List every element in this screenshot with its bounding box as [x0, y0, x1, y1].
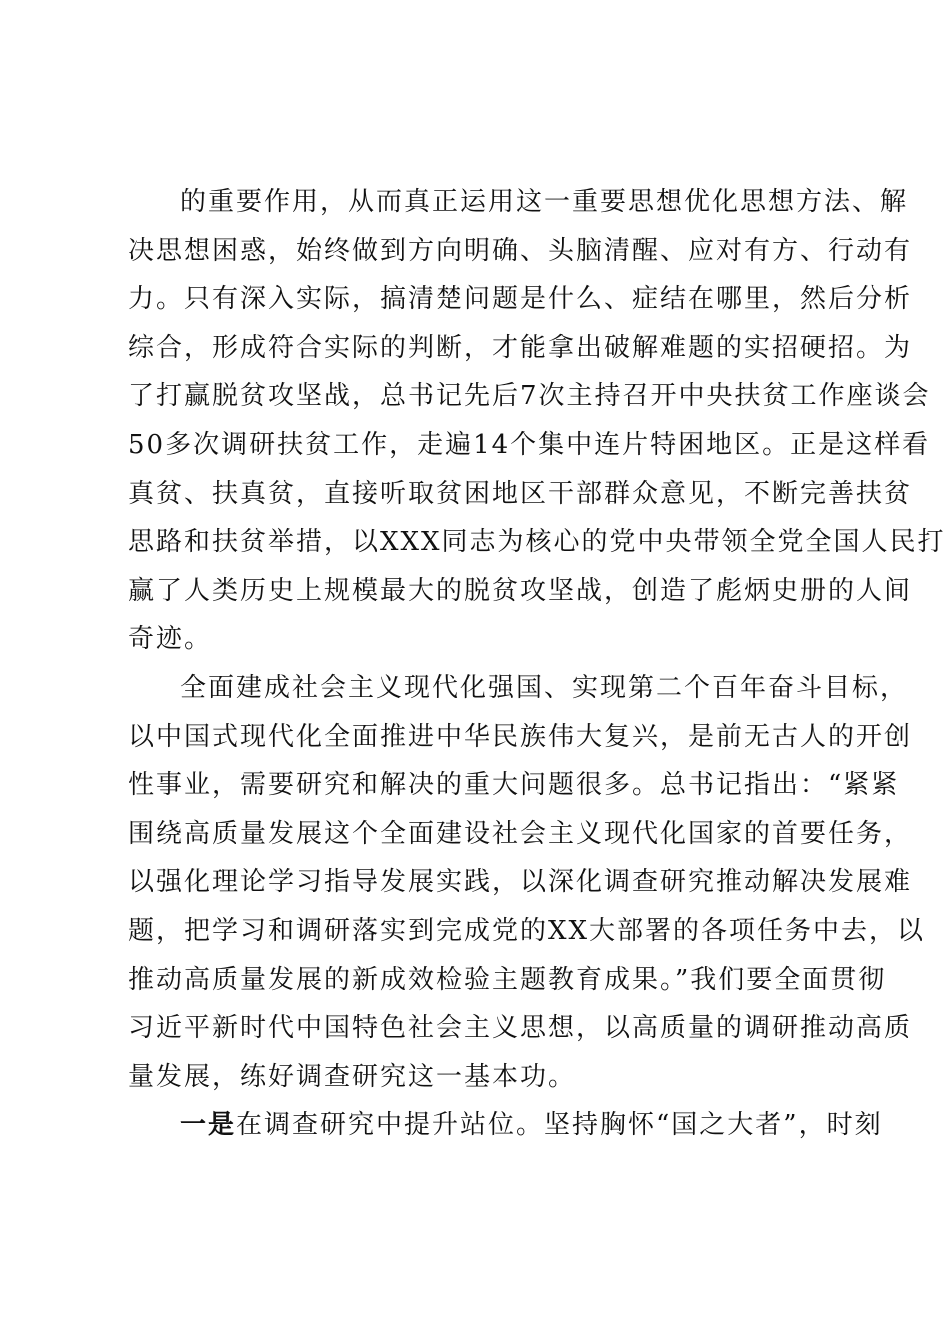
text-line: 决思想困惑，始终做到方向明确、头脑清醒、应对有方、行动有	[128, 235, 913, 266]
text-line: 综合，形成符合实际的判断，才能拿出破解难题的实招硬招。为	[128, 332, 913, 363]
text-line: 赢了人类历史上规模最大的脱贫攻坚战，创造了彪炳史册的人间	[128, 575, 913, 606]
text-line: 思路和扶贫举措，以XXX同志为核心的党中央带领全党全国人民打	[128, 527, 946, 558]
text-line: 真贫、扶真贫，直接听取贫困地区干部群众意见，不断完善扶贫	[128, 478, 913, 509]
paragraph-modernization	[128, 664, 926, 1101]
text-line: 以中国式现代化全面推进中华民族伟大复兴，是前无古人的开创	[128, 721, 913, 752]
paragraph-continuation	[128, 178, 946, 664]
text-line: 量发展，练好调查研究这一基本功。	[128, 1061, 577, 1092]
text-line: 围绕高质量发展这个全面建设社会主义现代化国家的首要任务，	[128, 818, 913, 849]
point-lead-label: 一是	[180, 1110, 237, 1141]
text-line: 习近平新时代中国特色社会主义思想，以高质量的调研推动高质	[128, 1013, 913, 1044]
text-line: 以强化理论学习指导发展实践，以深化调查研究推动解决发展难	[128, 867, 913, 898]
text-line: 50多次调研扶贫工作，走遍14个集中连片特困地区。正是这样看	[128, 429, 931, 460]
text-line: 题，把学习和调研落实到完成党的XX大部署的各项任务中去，以	[128, 915, 926, 946]
text-line	[128, 1101, 883, 1150]
document-body	[128, 178, 946, 1150]
text-line: 了打赢脱贫攻坚战，总书记先后7次主持召开中央扶贫工作座谈会	[128, 381, 931, 412]
paragraph-first-point	[128, 1101, 883, 1150]
text-line: 性事业，需要研究和解决的重大问题很多。总书记指出：“紧紧	[128, 770, 900, 801]
text-line: 全面建成社会主义现代化强国、实现第二个百年奋斗目标，	[180, 672, 909, 703]
text-line: 推动高质量发展的新成效检验主题教育成果。”我们要全面贯彻	[128, 964, 887, 995]
text-line: 奇迹。	[128, 624, 213, 655]
text-line: 的重要作用，从而真正运用这一重要思想优化思想方法、解	[180, 187, 909, 217]
text-line: 力。只有深入实际，搞清楚问题是什么、症结在哪里，然后分析	[128, 284, 913, 315]
point-text: 在调查研究中提升站位。坚持胸怀“国之大者”，时刻	[236, 1110, 883, 1141]
